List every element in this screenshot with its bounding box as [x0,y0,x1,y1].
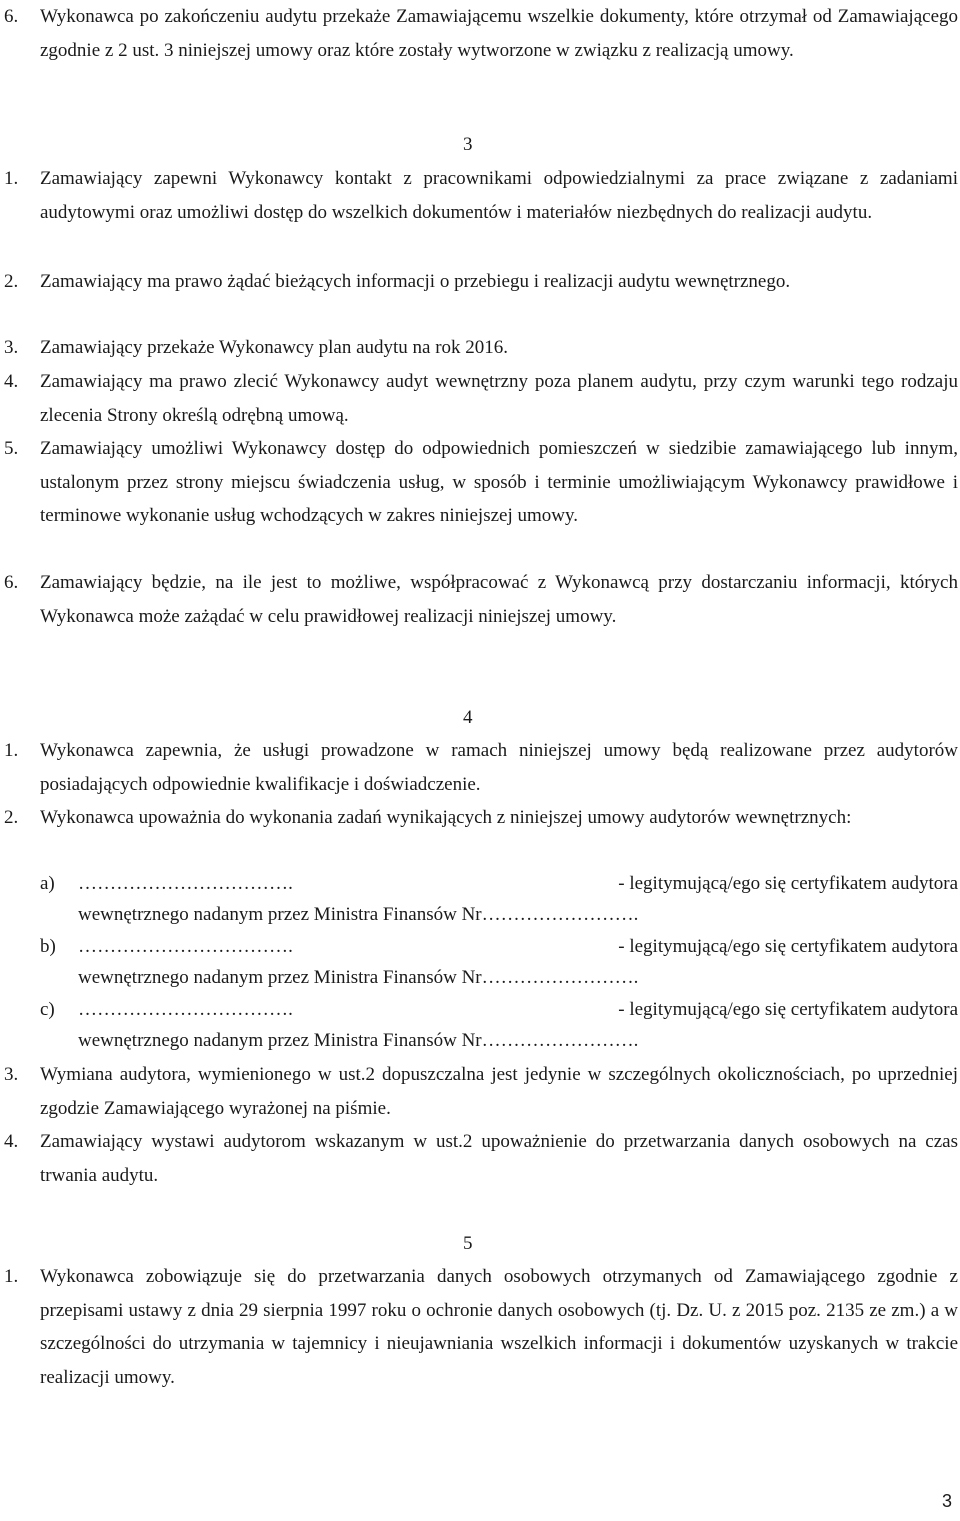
item-number: 1. [4,168,19,189]
ministry-text: wewnętrznego nadanym przez Ministra Finansów Nr [78,904,482,925]
auditor-entry-c [40,994,958,1056]
item-text: Wymiana audytora, wymienionego w ust.2 dopuszczalna jest jedynie w szczególnych okolicznościach, po uprzedniej zgodzie Zamawiającego wyrażonej na piśmie. [40,1064,958,1119]
section-number: 4 [463,707,473,728]
subitem-label: c) [40,999,55,1020]
auditor-entry-a [40,868,958,930]
certificate-number-blank: ……………………. [481,904,639,925]
item-number: 4. [4,371,19,392]
auditor-entry-b [40,931,958,993]
section-number: 3 [463,134,473,155]
certificate-number-blank: ……………………. [481,967,639,988]
item-number: 2. [4,807,19,828]
subitem-label: b) [40,936,56,957]
auditor-name-blank: ……………………………. [78,936,293,957]
ministry-text: wewnętrznego nadanym przez Ministra Finansów Nr [78,1030,482,1051]
item-text: Zamawiający wystawi audytorom wskazanym w ust.2 upoważnienie do przetwarzania danych osobowych na czas trwania audytu. [40,1131,958,1186]
page-number: 3 [941,1491,952,1511]
item-number: 2. [4,271,19,292]
list-item [0,801,958,835]
item-text: Zamawiający ma prawo zlecić Wykonawcy audyt wewnętrzny poza planem audytu, przy czym warunki tego rodzaju zlecenia Strony określą odrębną umową. [40,371,958,426]
certificate-text: - legitymującą/ego się certyfikatem audytora [618,873,958,894]
list-item [0,162,958,229]
list-item [0,0,958,67]
list-item [0,1058,958,1125]
item-text: Wykonawca zobowiązuje się do przetwarzania danych osobowych otrzymanych od Zamawiającego zgodnie z przepisami ustawy z dnia 29 sierpnia 1997 roku o ochronie danych osobowych (tj. Dz. U. z 2015 poz. 2135 ze zm.) a w szczególności do utrzymania w tajemnicy i nieujawniania wszelkich informacji i dokumentów uzyskanych w trakcie realizacji umowy. [40,1266,958,1388]
list-item [0,265,958,299]
item-number: 4. [4,1131,19,1152]
item-text: Zamawiający umożliwi Wykonawcy dostęp do odpowiednich pomieszczeń w siedzibie zamawiającego lub innym, ustalonym przez strony miejscu świadczenia usług, w sposób i terminie umożliwiającym Wykonawcy prawidłowe i terminowe wykonanie usług wchodzących w zakres niniejszej umowy. [40,438,958,526]
certificate-number-blank: ……………………. [481,1030,639,1051]
list-item [0,365,958,432]
item-text: Zamawiający zapewni Wykonawcy kontakt z pracownikami odpowiedzialnymi za prace związane z zadaniami audytowymi oraz umożliwi dostęp do wszelkich dokumentów i materiałów niezbędnych do realizacji audytu. [40,168,958,223]
item-number: 1. [4,1266,19,1287]
ministry-text: wewnętrznego nadanym przez Ministra Finansów Nr [78,967,482,988]
auditor-name-blank: ……………………………. [78,873,293,894]
list-item [0,432,958,533]
list-item [0,1260,958,1394]
section-number: 5 [463,1233,473,1254]
list-item [0,1125,958,1192]
item-text: Zamawiający będzie, na ile jest to możliwe, współpracować z Wykonawcą przy dostarczaniu informacji, których Wykonawca może zażądać w celu prawidłowej realizacji niniejszej umowy. [40,572,958,627]
item-text: Wykonawca po zakończeniu audytu przekaże Zamawiającemu wszelkie dokumenty, które otrzymał od Zamawiającego zgodnie z 2 ust. 3 niniejszej umowy oraz które zostały wytworzone w związku z realizacją umowy. [40,6,958,61]
item-text: Zamawiający ma prawo żądać bieżących informacji o przebiegu i realizacji audytu wewnętrznego. [40,271,791,292]
item-number: 6. [4,6,19,27]
subitem-label: a) [40,873,55,894]
item-number: 1. [4,740,19,761]
list-item [0,566,958,633]
list-item [0,331,958,365]
list-item [0,734,958,801]
item-text: Zamawiający przekaże Wykonawcy plan audytu na rok 2016. [40,337,509,358]
item-number: 3. [4,337,19,358]
item-text: Wykonawca zapewnia, że usługi prowadzone w ramach niniejszej umowy będą realizowane przez audytorów posiadających odpowiednie kwalifikacje i doświadczenie. [40,740,958,795]
certificate-text: - legitymującą/ego się certyfikatem audytora [618,999,958,1020]
certificate-text: - legitymującą/ego się certyfikatem audytora [618,936,958,957]
item-text: Wykonawca upoważnia do wykonania zadań wynikających z niniejszej umowy audytorów wewnętrznych: [40,807,852,828]
item-number: 3. [4,1064,19,1085]
item-number: 6. [4,572,19,593]
item-number: 5. [4,438,19,459]
auditor-name-blank: ……………………………. [78,999,293,1020]
